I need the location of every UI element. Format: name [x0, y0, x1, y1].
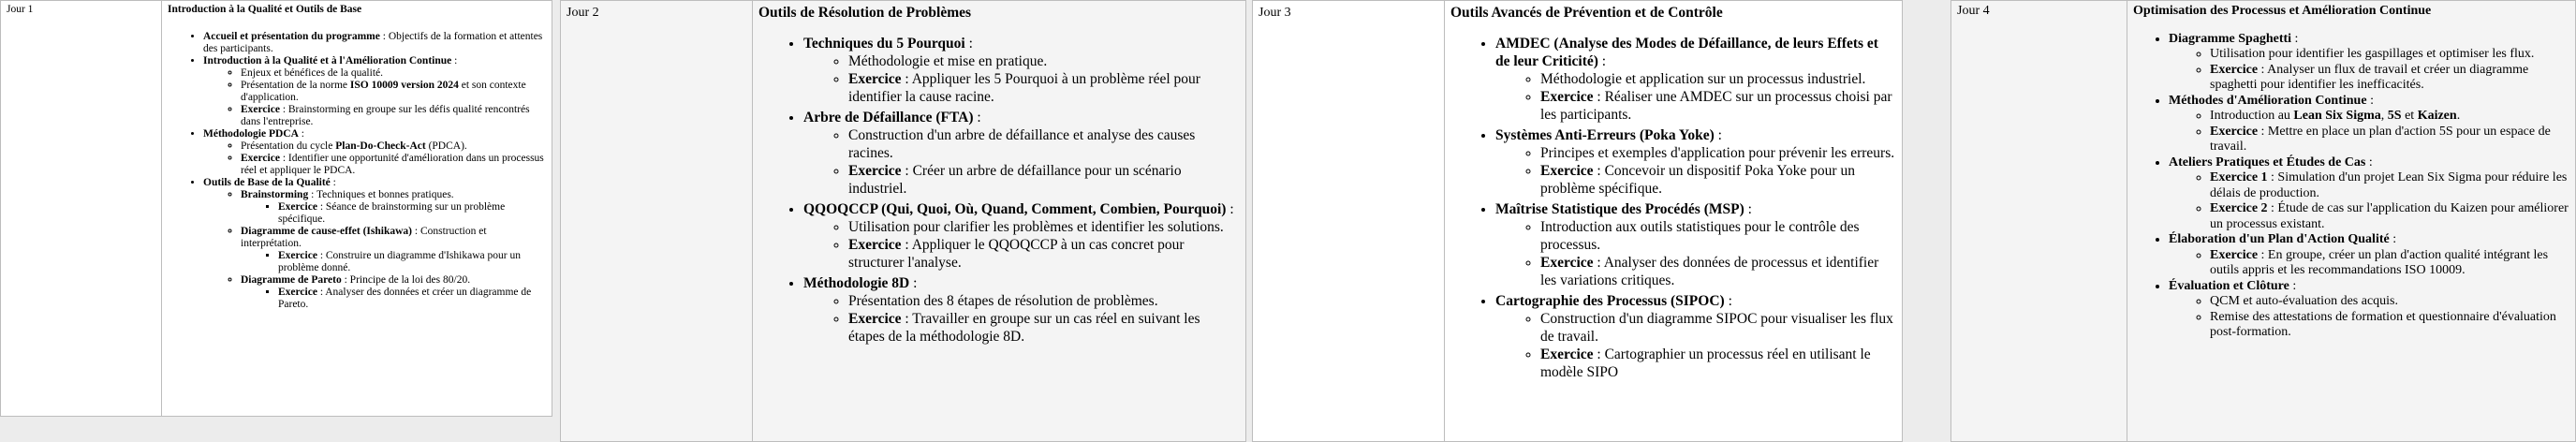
sub-list	[203, 189, 546, 311]
bold-text: Exercice	[1540, 346, 1594, 362]
list-item	[241, 226, 546, 274]
topic-title: Arbre de Défaillance (FTA)	[803, 110, 974, 125]
text: : Créer un arbre de défaillance pour un scénario industriel.	[848, 163, 1182, 197]
sub-list	[2169, 109, 2569, 155]
sub-list	[803, 218, 1240, 272]
list-item	[241, 274, 546, 311]
list-item	[278, 287, 546, 311]
text: : Principe de la loi des 80/20.	[341, 274, 471, 286]
sub-list	[1495, 218, 1896, 289]
list-item	[1540, 88, 1896, 124]
topic-title: Méthodologie 8D	[803, 275, 910, 291]
list-item	[241, 140, 546, 153]
sub-list	[2169, 170, 2569, 232]
day-title: Outils Avancés de Prévention et de Contrôle	[1450, 5, 1723, 21]
text: : Réaliser une AMDEC sur un processus choisi par les participants.	[1540, 89, 1892, 123]
topic-title: Diagramme Spaghetti	[2169, 31, 2292, 46]
topic-list	[758, 35, 1240, 346]
bold-text: Plan-Do-Check-Act	[335, 140, 426, 152]
topic-item	[2169, 279, 2569, 341]
list-item	[241, 67, 546, 80]
topic-item	[2169, 32, 2569, 94]
topic-text: :	[1744, 201, 1752, 217]
text: : Analyser des données et créer un diagramme de Pareto.	[278, 287, 532, 310]
sub-list	[803, 52, 1240, 106]
topic-title: Cartographie des Processus (SIPOC)	[1495, 293, 1725, 309]
text: Construction d'un diagramme SIPOC pour visualiser les flux de travail.	[1540, 311, 1893, 345]
list-item	[848, 218, 1240, 236]
topic-text: :	[964, 36, 973, 52]
text: .	[2456, 109, 2461, 123]
bold-text: Exercice 1	[2210, 170, 2268, 184]
list-item	[1540, 70, 1896, 88]
bold-text: Exercice	[1540, 255, 1594, 271]
text: et son contexte d'application.	[241, 80, 526, 103]
bold-text: Exercice 2	[2210, 201, 2268, 215]
topic-title: Maîtrise Statistique des Procédés (MSP)	[1495, 201, 1744, 217]
bold-text: Exercice	[2210, 247, 2259, 262]
sub-list	[241, 250, 546, 274]
list-item	[241, 104, 546, 128]
text: Construction d'un arbre de défaillance et analyse des causes racines.	[848, 127, 1196, 161]
sub-list	[203, 140, 546, 177]
topic-title: Systèmes Anti-Erreurs (Poka Yoke)	[1495, 127, 1715, 143]
list-item	[2210, 109, 2569, 125]
list-item	[2210, 310, 2569, 341]
list-item	[848, 310, 1240, 346]
bold-text: ISO 10009 version 2024	[349, 80, 459, 91]
day-title: Outils de Résolution de Problèmes	[758, 5, 972, 21]
text: : Identifier une opportunité d'amélioration dans un processus réel et appliquer le PDCA.	[241, 153, 544, 176]
text: : Simulation d'un projet Lean Six Sigma pour réduire les délais de production.	[2210, 170, 2568, 200]
list-item	[2210, 63, 2569, 94]
list-item	[2210, 294, 2569, 310]
list-item	[2210, 47, 2569, 63]
text: : Techniques et bonnes pratiques.	[308, 189, 454, 200]
list-item	[278, 201, 546, 226]
day-title: Introduction à la Qualité et Outils de Base	[168, 4, 362, 15]
topic-text: :	[2291, 31, 2299, 46]
topic-title: Techniques du 5 Pourquoi	[803, 36, 965, 52]
list-item	[1540, 346, 1896, 381]
topic-item	[1495, 35, 1896, 124]
bold-text: Lean Six Sigma	[2293, 109, 2381, 123]
bold-text: Exercice	[848, 163, 902, 179]
bold-text: Exercice	[1540, 163, 1594, 179]
topic-text: :	[2289, 278, 2297, 293]
text: Introduction au	[2210, 109, 2294, 123]
bold-text: Exercice	[2210, 62, 2259, 77]
program-table	[0, 0, 552, 417]
text: : Séance de brainstorming sur un problème spécifique.	[278, 201, 506, 225]
list-item	[848, 236, 1240, 272]
topic-title: Méthodologie PDCA	[203, 128, 299, 140]
topic-text: :	[451, 55, 458, 66]
topic-item	[803, 200, 1240, 272]
day-content	[1445, 1, 1903, 442]
topic-item	[1495, 292, 1896, 381]
list-item	[1540, 218, 1896, 254]
topic-title: Méthodes d'Amélioration Continue	[2169, 93, 2367, 108]
list-item	[1540, 254, 1896, 289]
day-panel-4	[1950, 0, 2576, 442]
day-label: Jour 4	[1951, 1, 2127, 442]
text: Utilisation pour clarifier les problèmes et identifier les solutions.	[848, 219, 1224, 235]
day-label: Jour 1	[1, 1, 162, 417]
bold-text: Exercice	[848, 311, 902, 327]
sub-list	[241, 287, 546, 311]
topic-text: :	[1597, 53, 1607, 69]
topic-item	[203, 55, 546, 128]
topic-item	[2169, 155, 2569, 233]
day-label: Jour 2	[561, 1, 753, 442]
list-item	[241, 80, 546, 104]
list-item	[278, 250, 546, 274]
topic-title: AMDEC (Analyse des Modes de Défaillance, de leurs Effets et de leur Criticité)	[1495, 36, 1878, 69]
text: Remise des attestations de formation et questionnaire d'évaluation post-formation.	[2210, 309, 2556, 339]
topic-title: QQOQCCP (Qui, Quoi, Où, Quand, Comment, Combien, Pourquoi)	[803, 201, 1227, 217]
day-panel-3	[1252, 0, 1903, 442]
sub-list	[1495, 70, 1896, 124]
topic-title: Accueil et présentation du programme	[203, 31, 380, 42]
topic-title: Ateliers Pratiques et Études de Cas	[2169, 155, 2366, 169]
topic-item	[803, 274, 1240, 346]
list-item	[848, 70, 1240, 106]
bold-text: Diagramme de Pareto	[241, 274, 342, 286]
sub-list	[203, 67, 546, 128]
text: : Appliquer le QQOQCCP à un cas concret pour structurer l'analyse.	[848, 237, 1185, 271]
topic-text: :	[2365, 155, 2373, 169]
topic-item	[203, 177, 546, 311]
topic-title: Outils de Base de la Qualité	[203, 177, 331, 188]
topic-list	[2133, 32, 2569, 341]
bold-text: Exercice	[1540, 89, 1594, 105]
sub-list	[241, 201, 546, 226]
topic-text: :	[2389, 232, 2397, 246]
topic-list	[1450, 35, 1896, 381]
text: Présentation de la norme	[241, 80, 350, 91]
program-table	[1252, 0, 1903, 442]
text: : Construire un diagramme d'Ishikawa pour un problème donné.	[278, 250, 521, 273]
text: Méthodologie et application sur un processus industriel.	[1540, 71, 1866, 87]
topic-title: Introduction à la Qualité et à l'Amélioration Continue	[203, 55, 452, 66]
bold-text: Brainstorming	[241, 189, 309, 200]
day-content	[2127, 1, 2576, 442]
topic-text: :	[909, 275, 918, 291]
list-item	[848, 126, 1240, 162]
bold-text: Exercice	[278, 250, 317, 261]
sub-list	[2169, 248, 2569, 279]
text: QCM et auto-évaluation des acquis.	[2210, 294, 2399, 308]
topic-text: :	[1714, 127, 1722, 143]
topic-text: :	[973, 110, 981, 125]
bold-text: Exercice	[241, 153, 280, 164]
topic-item	[803, 109, 1240, 198]
bold-text: Exercice	[241, 104, 280, 115]
list-item	[848, 52, 1240, 70]
topic-item	[1495, 200, 1896, 289]
day-content	[162, 1, 552, 417]
text: Présentation du cycle	[241, 140, 336, 152]
topic-text: :	[1226, 201, 1234, 217]
bold-text: Exercice	[278, 287, 317, 298]
text: (PDCA).	[425, 140, 467, 152]
text: : Analyser des données de processus et identifier les variations critiques.	[1540, 255, 1879, 288]
topic-item	[2169, 94, 2569, 155]
bold-text: Kaizen	[2417, 109, 2457, 123]
text: Enjeux et bénéfices de la qualité.	[241, 67, 383, 79]
topic-item	[1495, 126, 1896, 198]
list-item	[2210, 201, 2569, 232]
topic-list	[168, 31, 546, 311]
text: : Cartographier un processus réel en utilisant le modèle SIPO	[1540, 346, 1871, 380]
text: Utilisation pour identifier les gaspillages et optimiser les flux.	[2210, 47, 2535, 61]
list-item	[848, 292, 1240, 310]
list-item	[1540, 162, 1896, 198]
topic-item	[203, 128, 546, 177]
topic-text: : Objectifs de la formation et attentes des participants.	[203, 31, 543, 54]
text: : Mettre en place un plan d'action 5S pour un espace de travail.	[2210, 124, 2551, 154]
text: : Analyser un flux de travail et créer un diagramme spaghetti pour identifier les inefficacités.	[2210, 62, 2529, 92]
list-item	[1540, 310, 1896, 346]
topic-item	[803, 35, 1240, 106]
sub-list	[2169, 294, 2569, 341]
program-table	[1950, 0, 2576, 442]
topic-text: :	[2366, 93, 2374, 108]
list-item	[2210, 170, 2569, 201]
day-panel-2	[560, 0, 1246, 442]
day-content	[753, 1, 1246, 442]
day-label: Jour 3	[1253, 1, 1445, 442]
text: Introduction aux outils statistiques pour le contrôle des processus.	[1540, 219, 1860, 253]
list-item	[241, 153, 546, 177]
text: : Concevoir un dispositif Poka Yoke pour un problème spécifique.	[1540, 163, 1855, 197]
program-table	[560, 0, 1246, 442]
bold-text: Exercice	[848, 71, 902, 87]
bold-text: Diagramme de cause-effet (Ishikawa)	[241, 226, 413, 237]
topic-title: Élaboration d'un Plan d'Action Qualité	[2169, 232, 2390, 246]
text: : Brainstorming en groupe sur les défis qualité rencontrés dans l'entreprise.	[241, 104, 530, 127]
sub-list	[803, 126, 1240, 198]
list-item	[848, 162, 1240, 198]
list-item	[241, 189, 546, 226]
bold-text: Exercice	[848, 237, 902, 253]
topic-text: :	[330, 177, 336, 188]
sub-list	[803, 292, 1240, 346]
topic-title: Évaluation et Clôture	[2169, 278, 2289, 293]
list-item	[2210, 125, 2569, 155]
topic-item	[2169, 232, 2569, 279]
topic-text: :	[298, 128, 304, 140]
text: Principes et exemples d'application pour prévenir les erreurs.	[1540, 145, 1895, 161]
day-panel-1	[0, 0, 552, 417]
list-item	[2210, 248, 2569, 279]
topic-text: :	[1724, 293, 1732, 309]
text: : Appliquer les 5 Pourquoi à un problème réel pour identifier la cause racine.	[848, 71, 1200, 105]
text: : Travailler en groupe sur un cas réel en suivant les étapes de la méthodologie 8D.	[848, 311, 1200, 345]
text: : En groupe, créer un plan d'action qualité intégrant les outils appris et les recommandations ISO 10009.	[2210, 247, 2549, 277]
text: : Construction et interprétation.	[241, 226, 487, 249]
sub-list	[1495, 310, 1896, 381]
bold-text: Exercice	[278, 201, 317, 213]
text: : Étude de cas sur l'application du Kaizen pour améliorer un processus existant.	[2210, 201, 2569, 231]
text: ,	[2380, 109, 2388, 123]
topic-item	[203, 31, 546, 55]
text: Présentation des 8 étapes de résolution de problèmes.	[848, 293, 1158, 309]
day-title: Optimisation des Processus et Amélioration Continue	[2133, 4, 2432, 18]
sub-list	[1495, 144, 1896, 198]
bold-text: Exercice	[2210, 124, 2259, 139]
sub-list	[2169, 47, 2569, 94]
text: et	[2401, 109, 2418, 123]
list-item	[1540, 144, 1896, 162]
bold-text: 5S	[2387, 109, 2402, 123]
text: Méthodologie et mise en pratique.	[848, 53, 1048, 69]
